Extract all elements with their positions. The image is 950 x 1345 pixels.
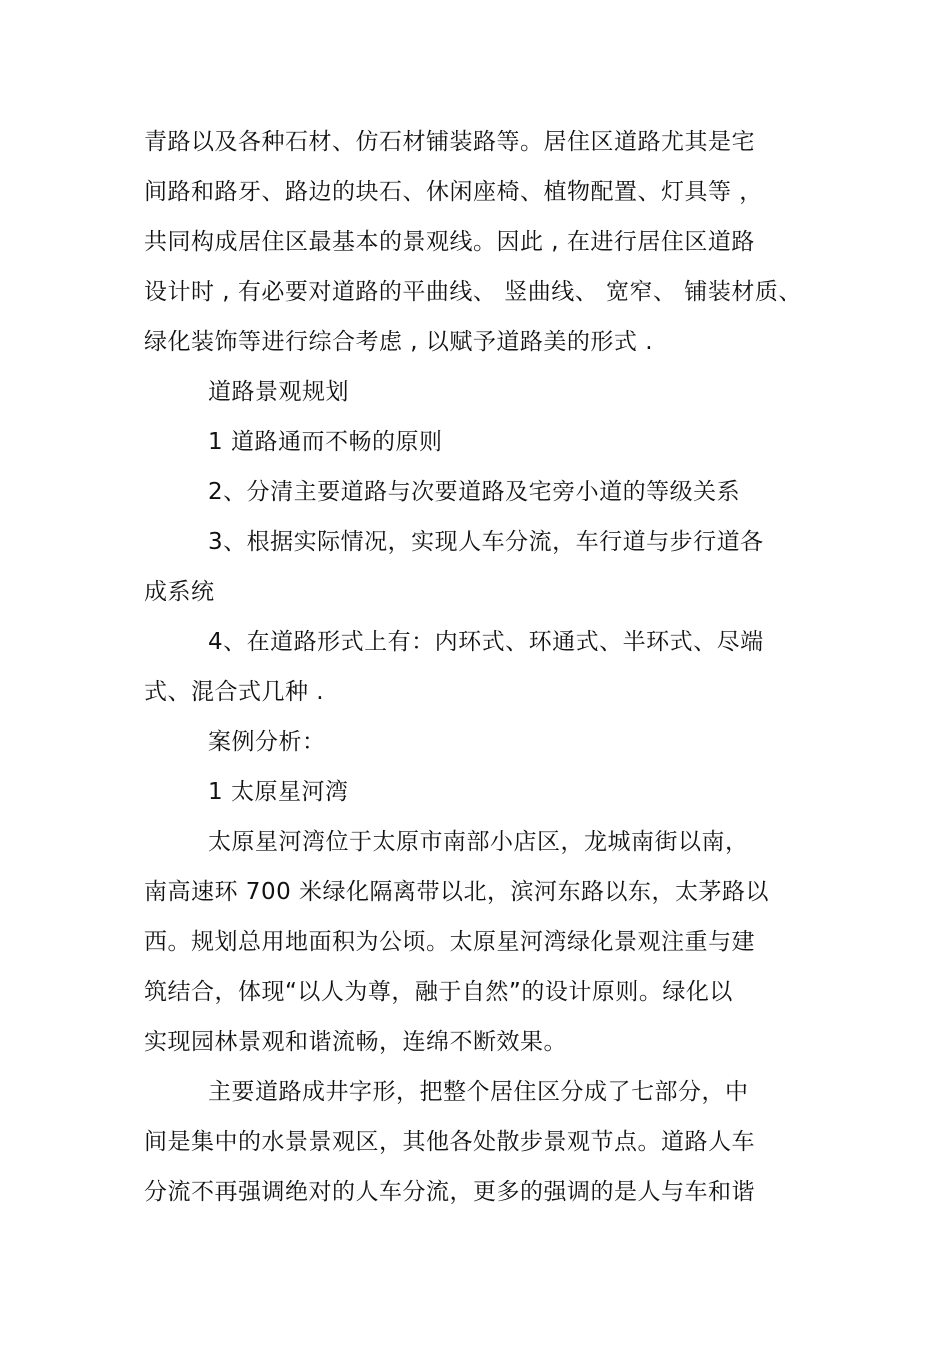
text-line: 实现园林景观和谐流畅，连绵不断效果。	[144, 1029, 567, 1055]
text-line: 西。规划总用地面积为公顷。太原星河湾绿化景观注重与建	[144, 929, 755, 955]
section-heading: 道路景观规划	[208, 379, 349, 405]
list-item: 2、分清主要道路与次要道路及宅旁小道的等级关系	[208, 479, 741, 505]
text-line: 成系统	[144, 579, 215, 605]
text-line: 青路以及各种石材、仿石材铺装路等。居住区道路尤其是宅	[144, 129, 755, 155]
text-line: 主要道路成井字形，把整个居住区分成了七部分，中	[208, 1079, 749, 1105]
text-line: 南高速环 700 米绿化隔离带以北，滨河东路以东，太茅路以	[144, 879, 770, 905]
list-item: 1 太原星河湾	[208, 779, 349, 805]
text-line: 式、混合式几种 .	[144, 679, 325, 705]
text-line: 间路和路牙、路边的块石、休闲座椅、植物配置、灯具等 ，	[144, 179, 763, 205]
list-item: 3、根据实际情况，实现人车分流，车行道与步行道各	[208, 529, 764, 555]
text-line: 共同构成居住区最基本的景观线。因此 , 在进行居住区道路	[144, 229, 755, 255]
text-line: 分流不再强调绝对的人车分流，更多的强调的是人与车和谐	[144, 1179, 755, 1205]
list-item: 1 道路通而不畅的原则	[208, 429, 443, 455]
text-line: 设计时 , 有必要对道路的平曲线、 竖曲线、 宽窄、 铺装材质、	[144, 279, 802, 305]
text-line: 筑结合，体现“以人为尊，融于自然”的设计原则。绿化以	[144, 979, 733, 1005]
list-item: 4、在道路形式上有：内环式、环通式、半环式、尽端	[208, 629, 764, 655]
text-line: 间是集中的水景景观区，其他各处散步景观节点。道路人车	[144, 1129, 755, 1155]
section-heading: 案例分析：	[208, 729, 326, 755]
text-line: 太原星河湾位于太原市南部小店区，龙城南街以南，	[208, 829, 749, 855]
text-line: 绿化装饰等进行综合考虑 , 以赋予道路美的形式 .	[144, 329, 654, 355]
